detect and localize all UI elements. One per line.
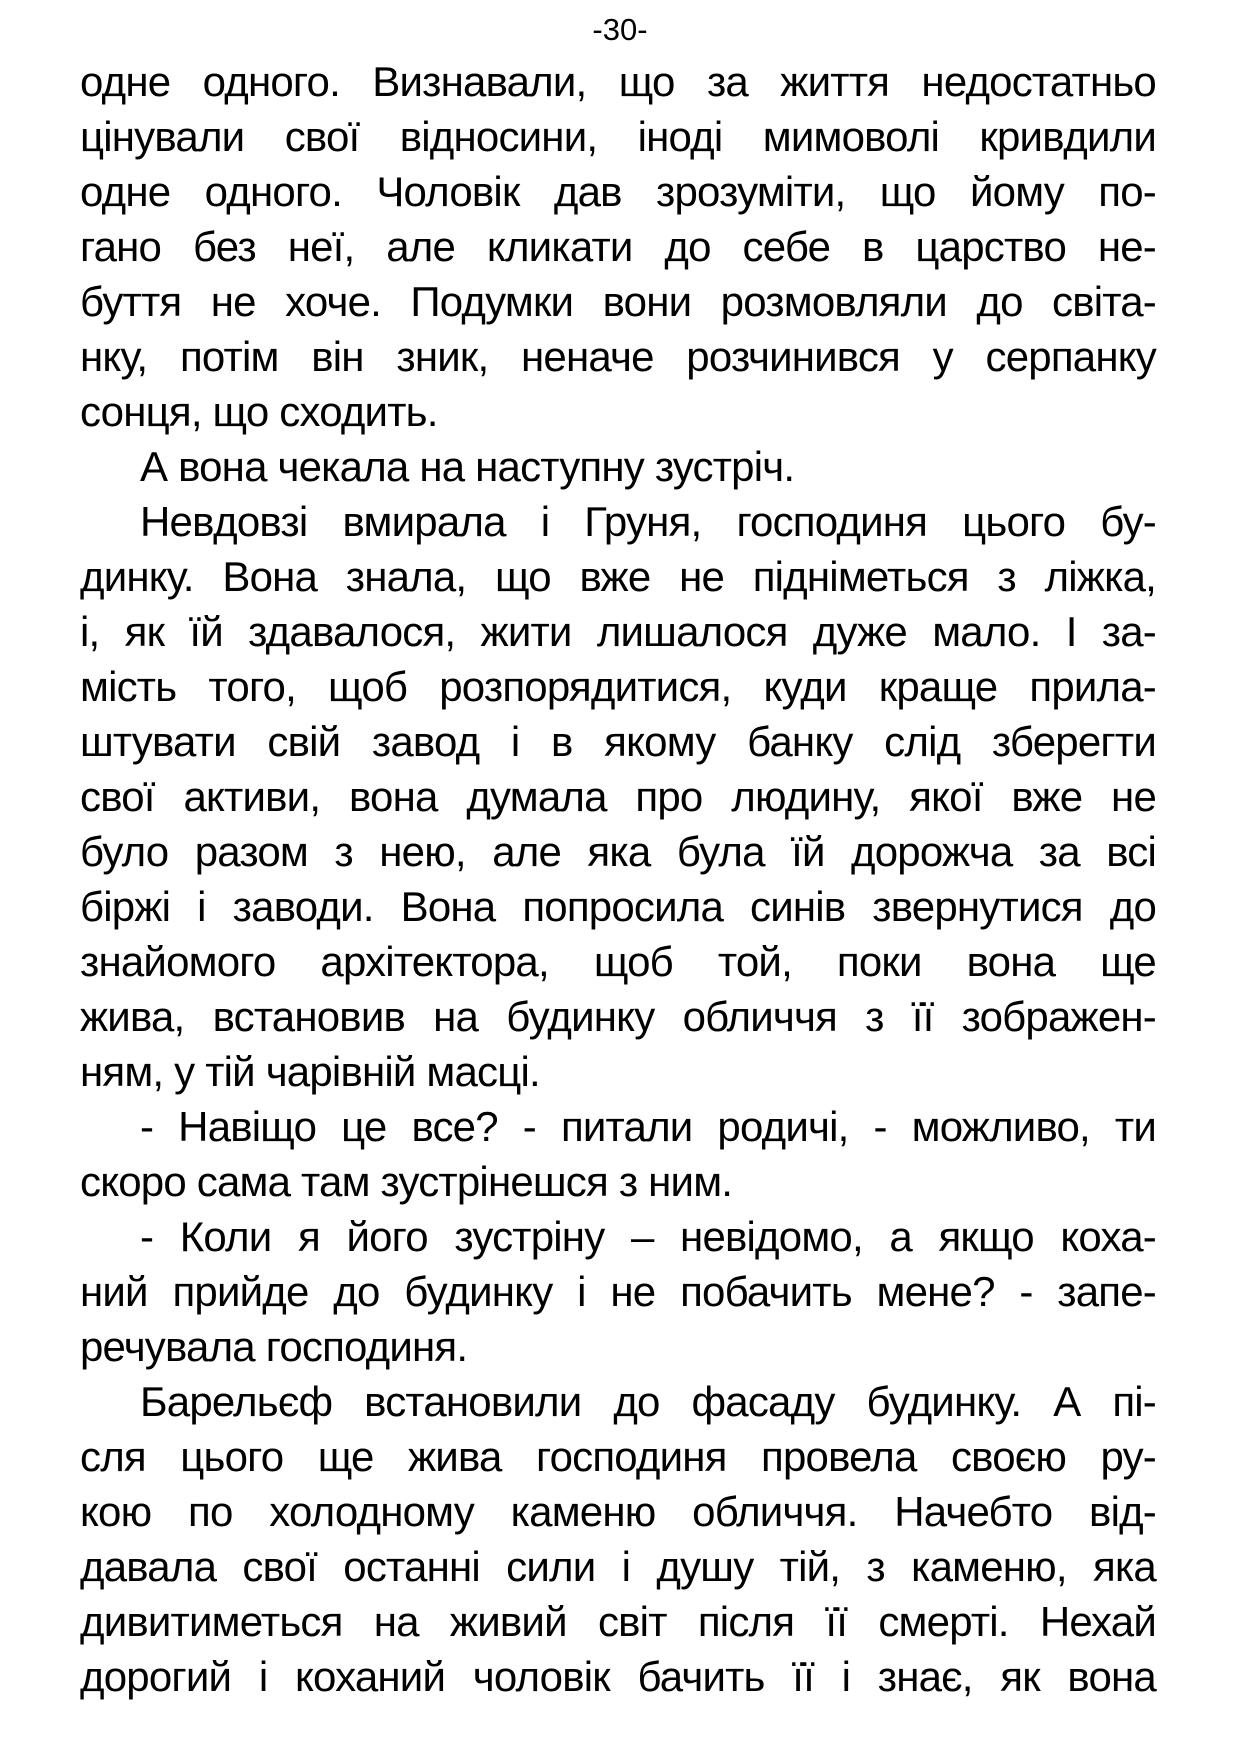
text-line: давала свої останні сили і душу тій, з каменю, яка: [80, 1543, 1156, 1590]
text-line: ний прийде до будинку і не побачить мене? - запе-: [80, 1268, 1156, 1315]
text-line: кою по холодному каменю обличчя. Начебто від-: [80, 1488, 1156, 1535]
text-line: речувала господиня.: [80, 1323, 468, 1370]
text-column: [80, 54, 1156, 1704]
paragraph: [80, 494, 1156, 1099]
paragraph: [80, 439, 1156, 494]
text-line: скоро сама там зустрінешся з ним.: [80, 1158, 733, 1205]
page-number: -30-: [592, 12, 648, 47]
text-line: дорогий і коханий чоловік бачить її і знає, як вона: [80, 1653, 1156, 1700]
paragraph: [80, 1099, 1156, 1209]
text-line: штувати свій завод і в якому банку слід зберегти: [80, 718, 1156, 765]
text-line: сля цього ще жива господиня провела своєю ру-: [80, 1433, 1156, 1480]
text-line: - Навіщо це все? - питали родичі, - можливо, ти: [140, 1103, 1156, 1150]
text-line: Невдовзі вмирала і Груня, господиня цього бу-: [140, 498, 1156, 545]
paragraph: [80, 1374, 1156, 1704]
text-line: динку. Вона знала, що вже не підніметься з ліжка,: [80, 553, 1156, 600]
text-line: одне одного. Визнавали, що за життя недостатньо: [80, 58, 1156, 105]
text-line: Барельєф встановили до фасаду будинку. А пі-: [140, 1378, 1156, 1425]
text-line: сонця, що сходить.: [80, 388, 438, 435]
text-line: свої активи, вона думала про людину, якої вже не: [80, 773, 1156, 820]
text-line: А вона чекала на наступну зустріч.: [140, 443, 795, 490]
text-line: дивитиметься на живий світ після її смерті. Нехай: [80, 1598, 1156, 1645]
text-line: мість того, щоб розпорядитися, куди краще прила-: [80, 663, 1156, 710]
text-line: нку, потім він зник, неначе розчинився у серпанку: [80, 333, 1156, 380]
text-line: ням, у тій чарівній масці.: [80, 1048, 540, 1095]
text-line: гано без неї, але кликати до себе в царство не-: [80, 223, 1156, 270]
text-line: жива, встановив на будинку обличчя з її зображен-: [80, 993, 1156, 1040]
text-line: буття не хоче. Подумки вони розмовляли до світа-: [80, 278, 1156, 325]
text-line: - Коли я його зустріну – невідомо, а якщо коха-: [140, 1213, 1156, 1260]
text-line: було разом з нею, але яка була їй дорожча за всі: [80, 828, 1156, 875]
text-line: біржі і заводи. Вона попросила синів звернутися до: [80, 883, 1156, 930]
text-line: одне одного. Чоловік дав зрозуміти, що йому по-: [80, 168, 1156, 215]
text-line: цінували свої відносини, іноді мимоволі кривдили: [80, 113, 1156, 160]
paragraph: [80, 1209, 1156, 1374]
paragraph: [80, 54, 1156, 439]
text-line: і, як їй здавалося, жити лишалося дуже мало. І за-: [80, 608, 1156, 655]
text-line: знайомого архітектора, щоб той, поки вона ще: [80, 938, 1156, 985]
